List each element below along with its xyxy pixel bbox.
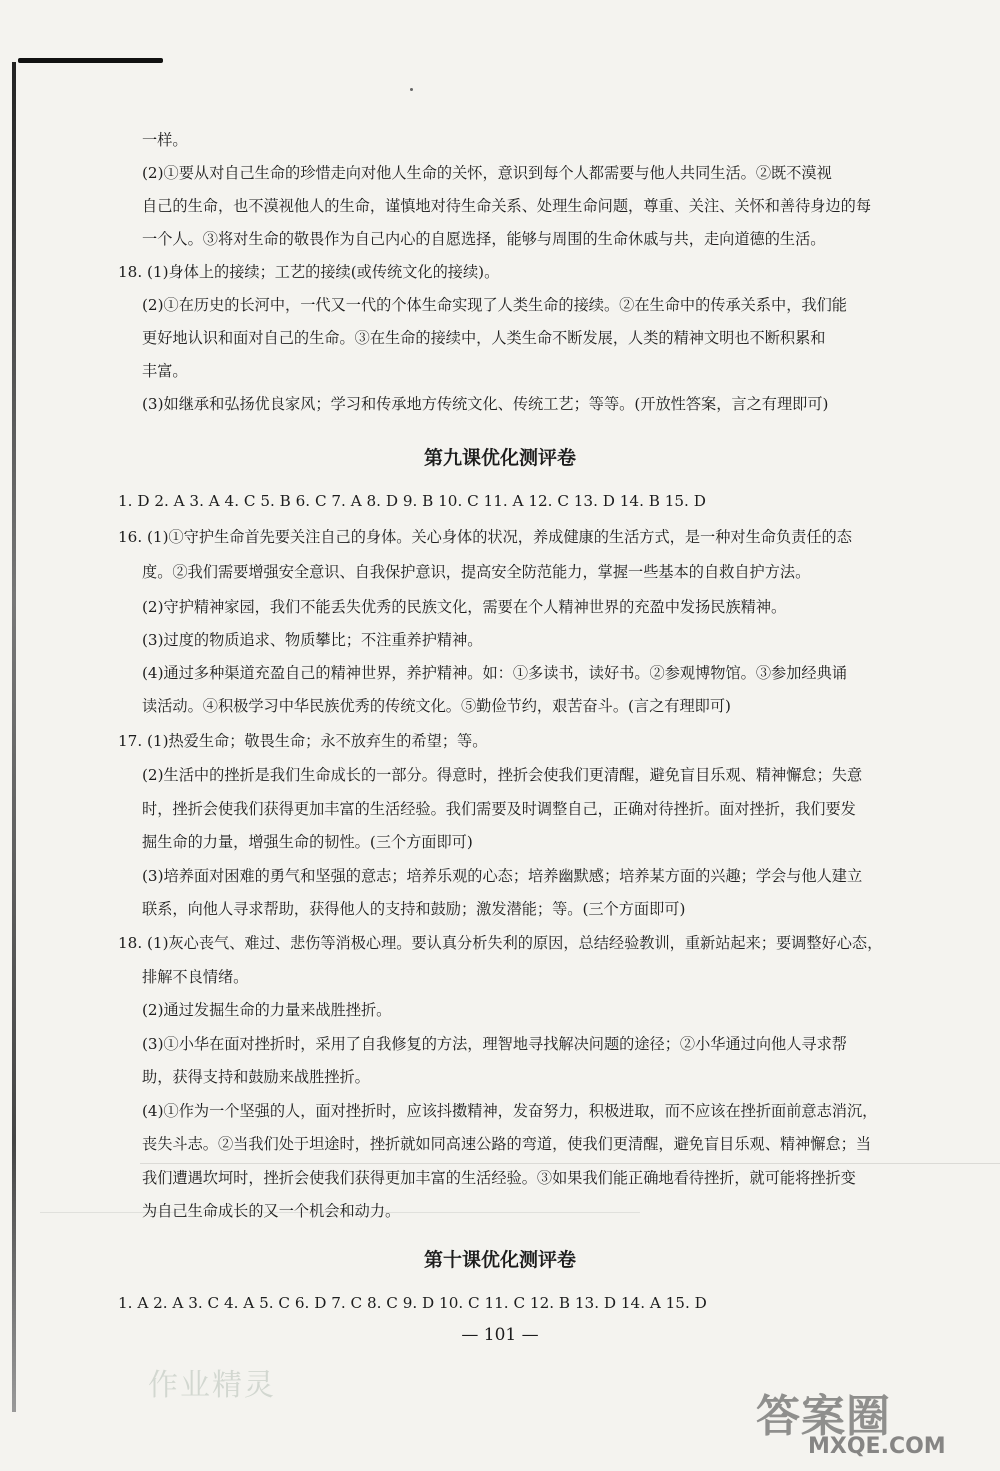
answer-line: 17. (1)热爱生命；敬畏生命；永不放弃生的希望；等。 <box>118 732 488 750</box>
answer-line: 18. (1)身体上的接续；工艺的接续(或传统文化的接续)。 <box>118 263 500 281</box>
answer-line: 时，挫折会使我们获得更加丰富的生活经验。我们需要及时调整自己，正确对待挫折。面对挫折，我们要发 <box>142 800 856 818</box>
answer-line: (3)过度的物质追求、物质攀比；不注重养护精神。 <box>142 631 483 649</box>
answer-line: 丧失斗志。②当我们处于坦途时，挫折就如同高速公路的弯道，使我们更清醒，避免盲目乐观、精神懈怠；当 <box>142 1135 871 1153</box>
answer-line: 读活动。④积极学习中华民族优秀的传统文化。⑤勤俭节约，艰苦奋斗。(言之有理即可) <box>142 697 731 715</box>
answer-line: 18. (1)灰心丧气、难过、悲伤等消极心理。要认真分析失利的原因，总结经验教训，重新站起来；要调整好心态， <box>118 934 883 952</box>
section-heading-10: 第十课优化测评卷 <box>423 1249 576 1271</box>
answer-line: 丰富。 <box>142 362 188 380</box>
answer-line: (2)通过发掘生命的力量来战胜挫折。 <box>142 1001 392 1019</box>
page-number: — 101 — <box>461 1325 539 1345</box>
answer-line: (3)培养面对困难的勇气和坚强的意志；培养乐观的心态；培养幽默感；培养某方面的兴趣；学会与他人建立 <box>142 867 863 885</box>
scan-speck <box>410 88 413 91</box>
answer-line: 排解不良情绪。 <box>142 968 249 986</box>
answer-line: (4)通过多种渠道充盈自己的精神世界，养护精神。如：①多读书，读好书。②参观博物馆。③参加经典诵 <box>142 664 847 682</box>
answer-line: 一样。 <box>142 131 188 149</box>
watermark-logo <box>750 1380 990 1466</box>
choice-answers: 1. A 2. A 3. C 4. A 5. C 6. D 7. C 8. C 9. D 10. C 11. C 12. B 13. D 14. A 15. D <box>118 1294 707 1312</box>
answer-line: (2)守护精神家园，我们不能丢失优秀的民族文化，需要在个人精神世界的充盈中发扬民族精神。 <box>142 598 787 616</box>
answer-line: 我们遭遇坎坷时，挫折会使我们获得更加丰富的生活经验。③如果我们能正确地看待挫折，就可能将挫折变 <box>142 1169 856 1187</box>
choice-answers: 1. D 2. A 3. A 4. C 5. B 6. C 7. A 8. D 9. B 10. C 11. A 12. C 13. D 14. B 15. D <box>118 492 706 510</box>
scan-edge-left <box>12 62 16 1412</box>
watermark-url: MXQE.COM <box>808 1434 946 1459</box>
watermark-text: 答案圈 <box>756 1391 891 1442</box>
answer-line: (3)如继承和弘扬优良家风；学习和传承地方传统文化、传统工艺；等等。(开放性答案，言之有理即可) <box>142 395 829 413</box>
answer-line: 更好地认识和面对自己的生命。③在生命的接续中，人类生命不断发展，人类的精神文明也不断积累和 <box>142 329 826 347</box>
section-heading-9: 第九课优化测评卷 <box>423 447 576 469</box>
answer-line: 掘生命的力量，增强生命的韧性。(三个方面即可) <box>142 833 473 851</box>
answer-line: (2)①要从对自己生命的珍惜走向对他人生命的关怀，意识到每个人都需要与他人共同生活。②既不漠视 <box>142 164 832 182</box>
answer-line: 一个人。③将对生命的敬畏作为自己内心的自愿选择，能够与周围的生命休戚与共，走向道德的生活。 <box>142 230 826 248</box>
faded-stamp: 作业精灵 <box>148 1368 276 1403</box>
answer-line: 助，获得支持和鼓励来战胜挫折。 <box>142 1068 370 1086</box>
answer-line: (2)生活中的挫折是我们生命成长的一部分。得意时，挫折会使我们更清醒，避免盲目乐观、精神懈怠；失意 <box>142 766 863 784</box>
answer-line: (3)①小华在面对挫折时，采用了自我修复的方法，理智地寻找解决问题的途径；②小华通过向他人寻求帮 <box>142 1035 847 1053</box>
answer-line: 为自己生命成长的又一个机会和动力。 <box>142 1202 401 1220</box>
answer-line: 度。②我们需要增强安全意识、自我保护意识，提高安全防范能力，掌握一些基本的自救自护方法。 <box>142 563 811 581</box>
answer-line: 自己的生命，也不漠视他人的生命，谨慎地对待生命关系、处理生命问题，尊重、关注、关怀和善待身边的每 <box>142 197 871 215</box>
answer-line: 16. (1)①守护生命首先要关注自己的身体。关心身体的状况，养成健康的生活方式，是一种对生命负责任的态 <box>118 528 852 546</box>
answer-line: (4)①作为一个坚强的人，面对挫折时，应该抖擞精神，发奋努力，积极进取，而不应该在挫折面前意志消沉， <box>142 1102 878 1120</box>
answer-line: (2)①在历史的长河中，一代又一代的个体生命实现了人类生命的接续。②在生命中的传承关系中，我们能 <box>142 296 847 314</box>
scan-faint-line <box>140 1163 1000 1164</box>
answer-line: 联系，向他人寻求帮助，获得他人的支持和鼓励；激发潜能；等。(三个方面即可) <box>142 900 686 918</box>
scan-edge-top <box>18 58 163 63</box>
